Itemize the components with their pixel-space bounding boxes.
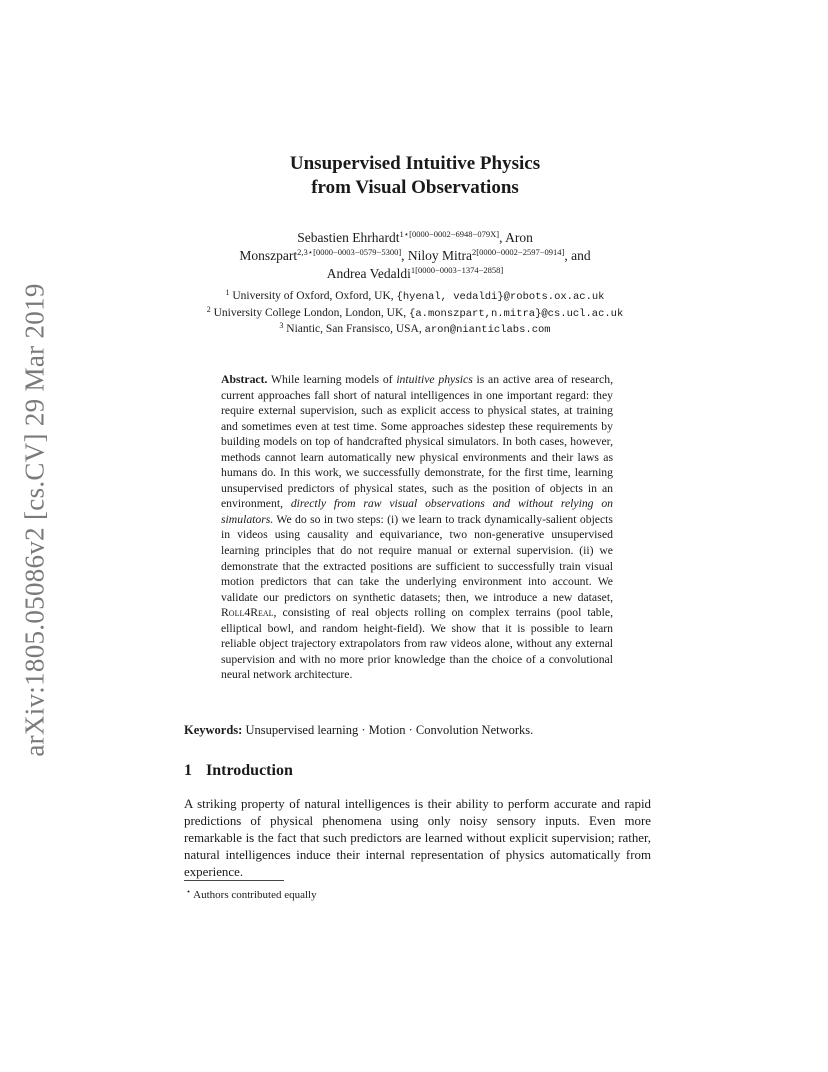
author-superscript: 2[0000−0002−2597−0914] [472,247,565,257]
footnote [186,885,317,902]
author-line-2 [180,247,650,265]
title-line-2: from Visual Observations [311,177,519,198]
paper-title [180,152,650,200]
author-name: Monszpart [239,248,298,263]
email-address: {a.monszpart,n.mitra}@cs.ucl.ac.uk [409,307,624,320]
keywords [184,722,650,739]
abstract: Abstract. While learning models of intuitive physics is an active area of research, current approaches fall short of natural intelligences in one important regard: they require external supervision, such as explicit access to physical states, at training and sometimes even at test time. Some approaches sidestep these requirements by building models on top of handcrafted physical simulators. In both cases, however, methods cannot learn automatically new physical environments and their laws as humans do. In this work, we successfully demonstrate, for the first time, learning unsupervised predictors of physical states, such as the position of objects in an environment, directly from raw visual observations and without relying on simulators. We do so in two steps: (i) we learn to track dynamically-salient objects in videos using causality and equivariance, two non-generative unsupervised learning principles that do not require manual or external supervision. (ii) we demonstrate that the extracted positions are sufficient to successfully train visual motion predictors that can take the underlying environment into account. We validate our predictors on synthetic datasets; then, we introduce a new dataset, Roll4Real, consisting of real objects rolling on complex terrains (pool table, elliptical bowl, and random height-field). We show that it is possible to learn reliable object trajectory extrapolators from raw videos alone, without any external supervision and with no more prior knowledge than the choice of a convolutional neural network architecture. [221,373,614,682]
author-name: , Niloy Mitra [401,248,473,263]
dataset-name: Roll4Real [221,606,274,620]
section-title: Introduction [206,762,293,779]
author-separator: , and [564,248,591,263]
affiliation-list [180,289,650,339]
author-name: Andrea Vedaldi [326,266,411,281]
keywords-text: Unsupervised learning · Motion · Convolution Networks. [245,723,534,737]
affiliation-item: $^1$ University of Oxford, Oxford, UK, {hyenal, vedaldi}@robots.ox.ac.uk [225,288,605,303]
author-superscript: 1⋆[0000−0002−6948−079X] [399,229,500,239]
affiliation-item: $^2$ University College London, London, UK, {a.monszpart,n.mitra}@cs.ucl.ac.uk [206,304,624,320]
intro-paragraph: A striking property of natural intelligences is their ability to perform accurate and rapid predictions of physical phenomena using only noisy sensory inputs. Even more remarkable is the fact that such predictors are learned without explicit supervision; rather, natural intelligences induce their internal representation of physics automatically from experience. [184,797,651,880]
footnote-divider [184,880,284,881]
email-address: {hyenal, vedaldi}@robots.ox.ac.uk [396,291,605,303]
arxiv-identifier-stamp [0,280,70,760]
affiliation-item: $^3$ Niantic, San Fransisco, USA, aron@nianticlabs.com [279,321,551,336]
title-line-1: Unsupervised Intuitive Physics [289,153,541,174]
footnote-mark: ⋆ [186,887,192,896]
author-line-3 [180,265,650,283]
author-list [180,229,650,283]
section-number: 1 [184,762,192,779]
email-address: aron@nianticlabs.com [424,324,551,336]
keywords-label: Keywords: [184,723,243,737]
author-line-1 [180,229,650,247]
author-name: Sebastien Ehrhardt [297,230,400,245]
arxiv-id-text: arXiv:1805.05086v2 [cs.CV] 29 Mar 2019 [19,283,50,757]
author-superscript: 2,3⋆[0000−0003−0579−5300] [297,247,402,257]
author-separator: , Aron [499,230,533,245]
section-heading [184,762,293,780]
author-superscript: 1[0000−0003−1374−2858] [410,265,504,275]
abstract-label: Abstract. [221,373,268,386]
footnote-text: Authors contributed equally [193,889,317,901]
